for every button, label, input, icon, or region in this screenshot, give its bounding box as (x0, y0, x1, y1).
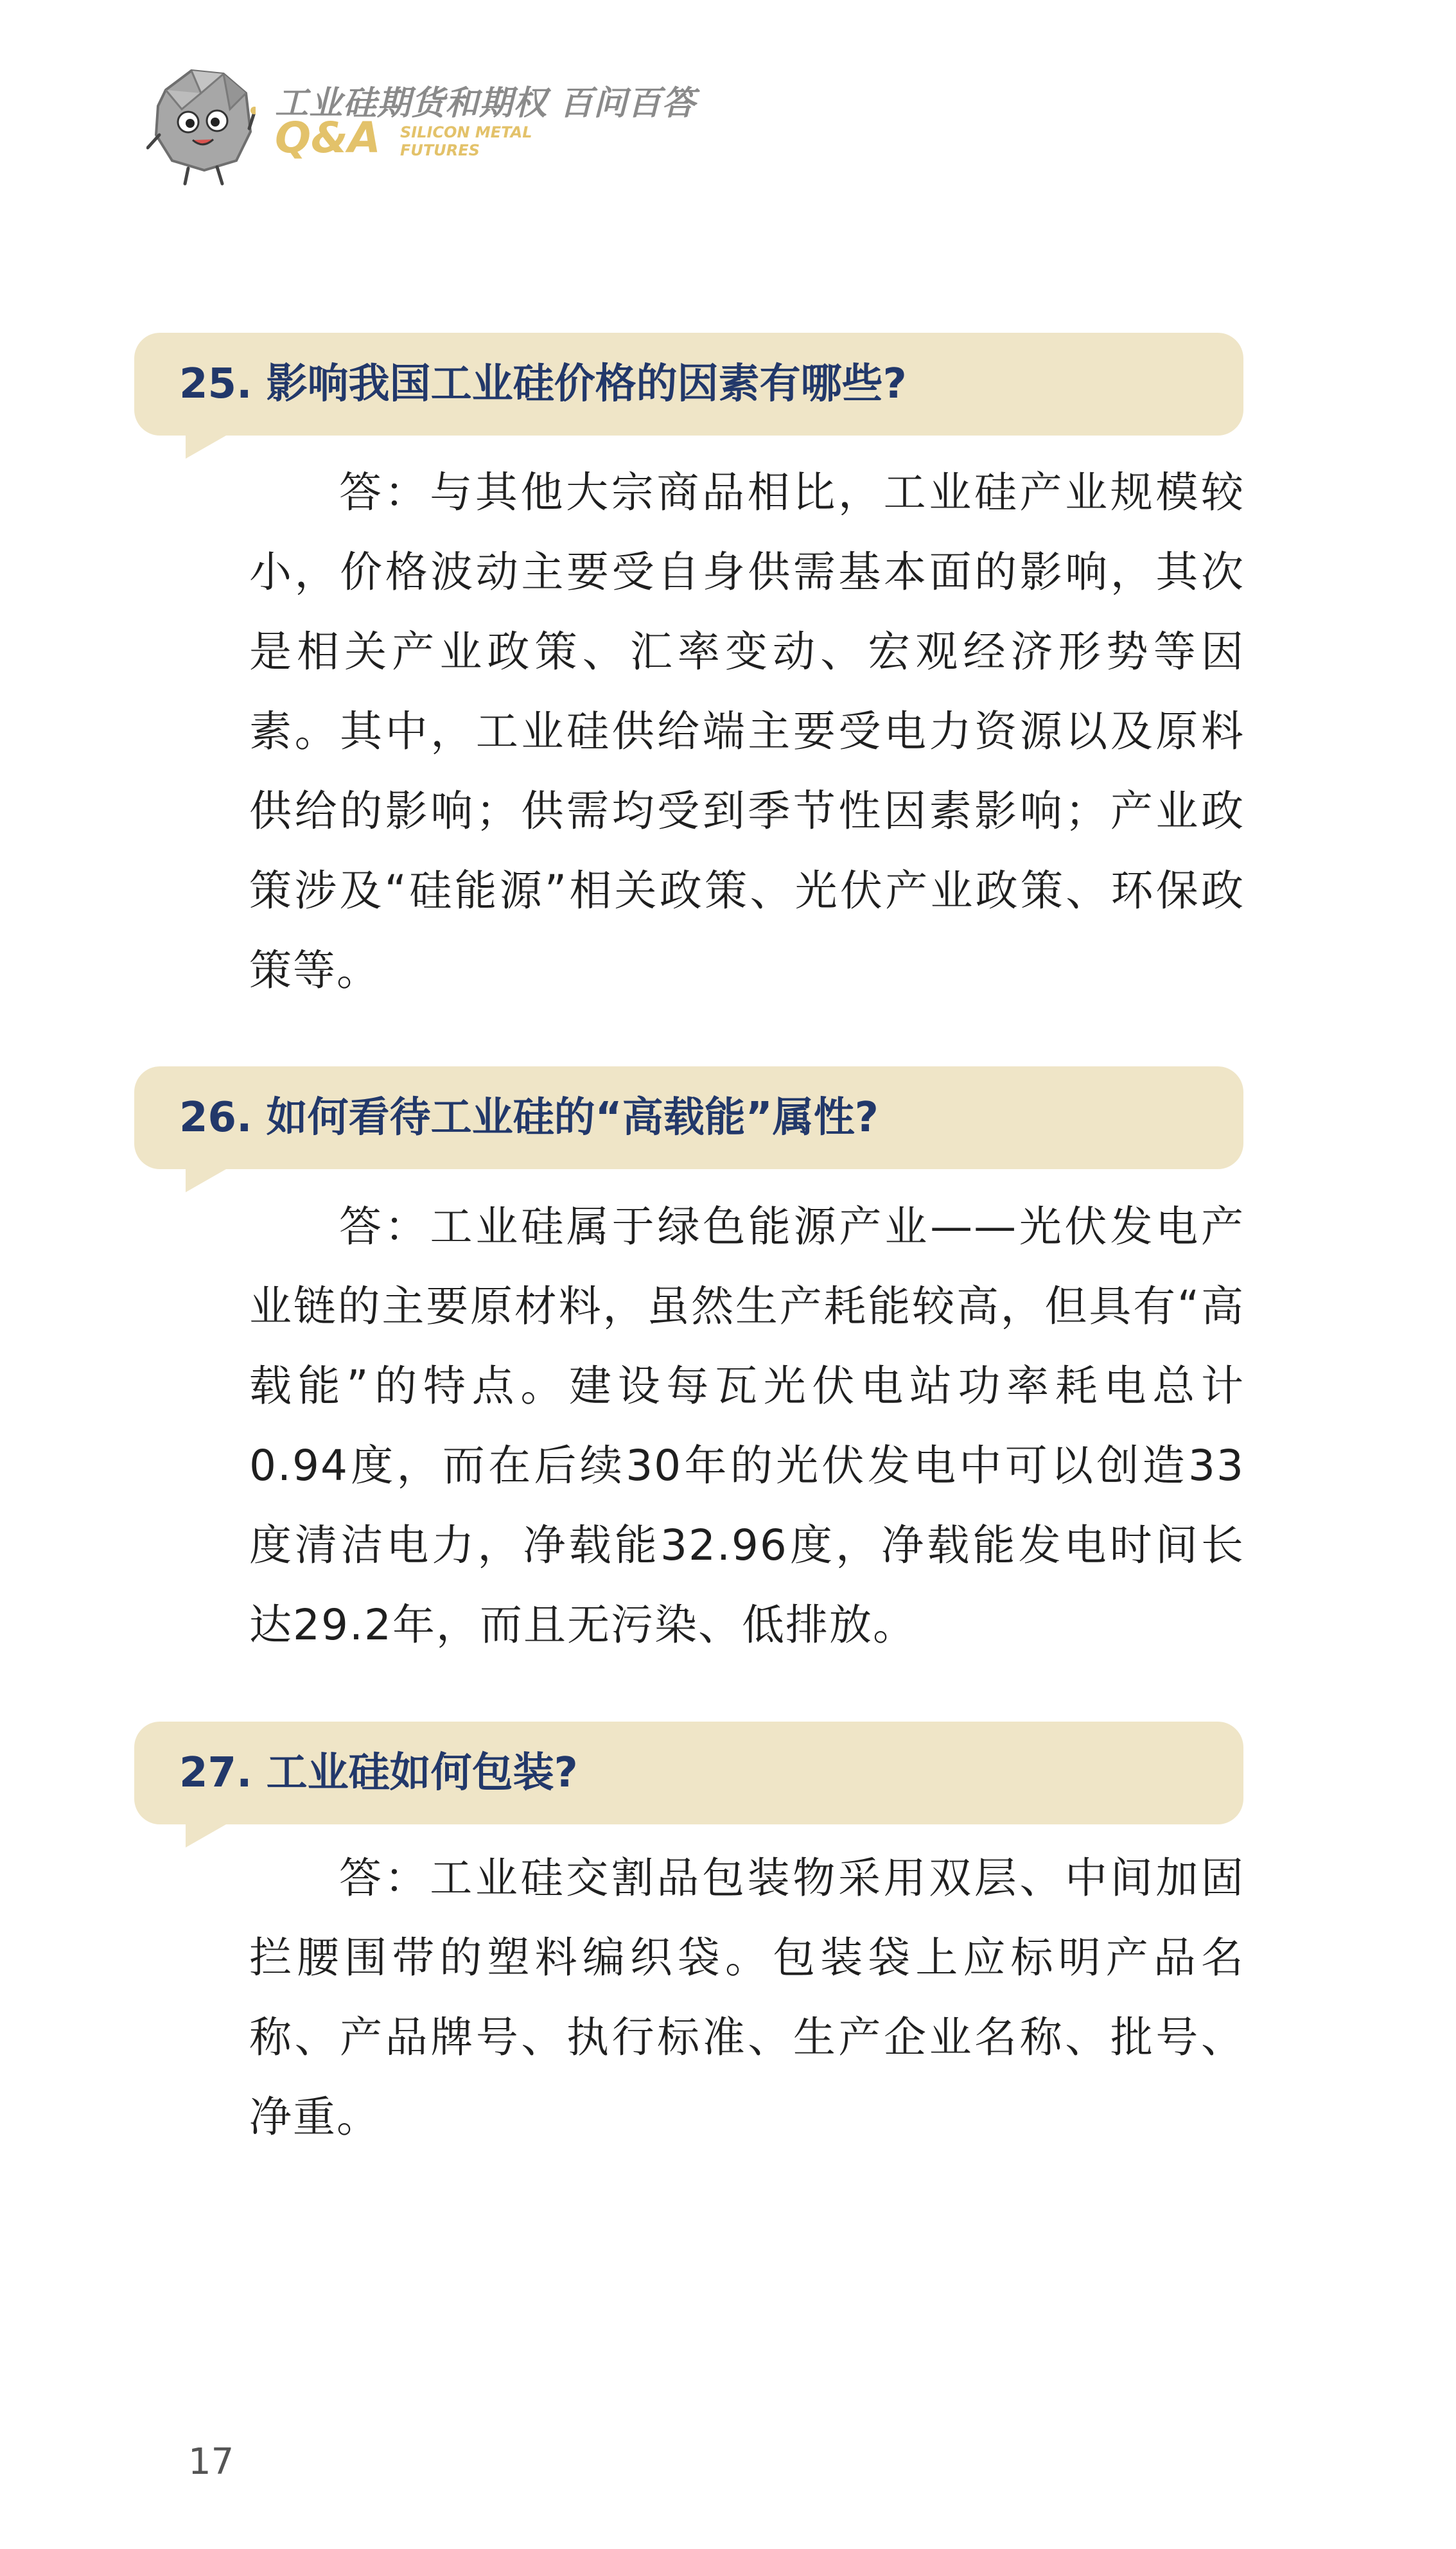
silicon-rock-mascot-icon (146, 64, 256, 186)
answer-26-text: 答：工业硅属于绿色能源产业——光伏发电产业链的主要原材料，虽然生产耗能较高，但具有“高载能”的特点。建设每瓦光伏电站功率耗电总计0.94度，而在后续30年的光伏发电中可以创造33度清洁电力，净载能32.96度，净载能发电时间长达29.2年，而且无污染、低排放。 (249, 1202, 1245, 1650)
page-number: 17 (188, 2441, 234, 2483)
question-26-text: 26. 如何看待工业硅的“高载能”属性? (179, 1094, 879, 1142)
header-title: 工业硅期货和期权 百问百答 (275, 84, 696, 123)
page-header (146, 64, 724, 186)
bubble-tail (186, 1822, 231, 1848)
bubble-tail (186, 433, 231, 459)
header-subtitle: SILICON METAL FUTURES (400, 123, 532, 159)
bubble-tail (186, 1167, 231, 1192)
question-bubble-26 (134, 1066, 1243, 1169)
question-bubble-25 (134, 333, 1243, 436)
answer-25-text: 答：与其他大宗商品相比，工业硅产业规模较小，价格波动主要受自身供需基本面的影响，其次是相关产业政策、汇率变动、宏观经济形势等因素。其中，工业硅供给端主要受电力资源以及原料供给的影响；供需均受到季节性因素影响；产业政策涉及“硅能源”相关政策、光伏产业政策、环保政策等。 (249, 468, 1245, 995)
header-qa-logo: Q&A (275, 113, 381, 163)
answer-27-text: 答：工业硅交割品包装物采用双层、中间加固拦腰围带的塑料编织袋。包装袋上应标明产品名称、产品牌号、执行标准、生产企业名称、批号、净重。 (249, 1853, 1245, 2142)
question-bubble-27 (134, 1722, 1243, 1824)
question-27-text: 27. 工业硅如何包装? (179, 1749, 578, 1797)
question-25-text: 25. 影响我国工业硅价格的因素有哪些? (179, 360, 907, 408)
